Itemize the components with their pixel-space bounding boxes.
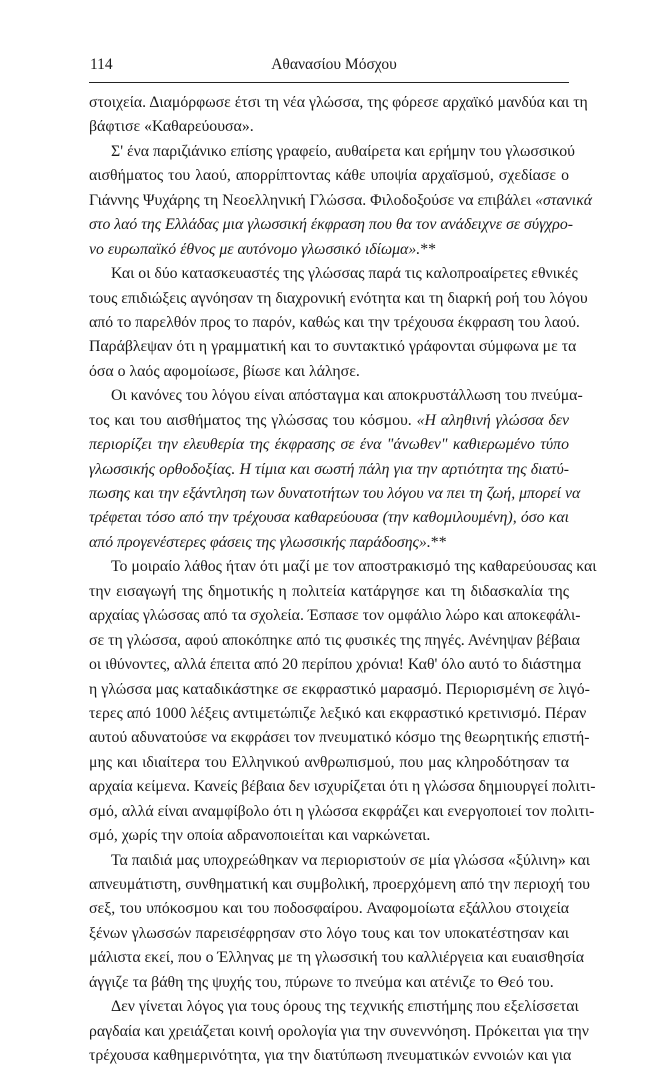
line-text: σμό, χωρίς την οποία αδρανοποιείται και ναρκώνεται.: [89, 827, 431, 845]
line-text: σεξ, του υπόκοσμου και του ποδοσφαίρου. Αναφομοίωτα εξάλλου στοιχεία: [89, 900, 569, 918]
text-line: [89, 335, 577, 359]
line-text: την εισαγωγή της δημοτικής η πολιτεία κατάργησε και τη διδασκαλία της: [89, 582, 569, 600]
text-line: [89, 238, 569, 262]
line-text: οι ιθύνοντες, αλλά έπειτα από 20 περίπου χρόνια! Καθ' όλο αυτό το διάστημα: [89, 656, 582, 674]
line-text: ξένων γλωσσών παρεισέφρησαν στο λόγο τους και τον υποκατέστησαν και: [89, 924, 569, 942]
text-line: [89, 775, 596, 799]
line-text: Και οι δύο κατασκευαστές της γλώσσας παρά τις καλοπροαίρετες εθνικές: [111, 265, 578, 283]
text-line: [89, 213, 573, 237]
text-line: [89, 91, 588, 115]
running-head: Αθανασίου Μόσχου: [271, 56, 397, 73]
text-line: [89, 287, 588, 311]
page-number: 114: [90, 56, 113, 73]
text-line: [89, 189, 593, 213]
line-text: όσα ο λαός αφομοίωσε, βίωσε και λάλησε.: [89, 362, 360, 380]
text-line: [89, 702, 587, 726]
line-text: άγγιζε τα βάθη της ψυχής του, πύρωνε το πνεύμα και ατένιζε το Θεό του.: [89, 973, 554, 991]
italic-quote: πωσης και την εξάντληση των δυνατοτήτων του λόγου να πει τη ζωή, μπορεί να: [89, 485, 581, 502]
italic-quote: «Η αληθινή γλώσσα δεν: [416, 411, 569, 429]
text-line: [89, 604, 581, 628]
text-line: [89, 433, 569, 457]
text-line: [89, 726, 590, 750]
line-text: Δεν γίνεται λόγος για τους όρους της τεχνικής επιστήμης που εξελίσσεται: [111, 998, 579, 1016]
line-text: Γιάννης Ψυχάρης τη Νεοελληνική Γλώσσα. Φιλοδοξούσε να επιβάλει: [89, 191, 536, 209]
text-line: [89, 311, 580, 335]
italic-quote: γλωσσικής ορθοδοξίας. Η τίμια και σωστή πάλη για την αρτιότητα της διατύ-: [89, 460, 569, 478]
line-text: στοιχεία. Διαμόρφωσε έτσι τη νέα γλώσσα, της φόρεσε αρχαϊκό μανδύα και τη: [89, 94, 588, 111]
line-text: τος και του αισθήματος της γλώσσας του κόσμου.: [89, 411, 417, 429]
line-text: Παράβλεψαν ότι η γραμματική και το συντακτικό γράφονται σύμφωνα με τα: [89, 338, 577, 356]
italic-quote: από προγενέστερες φάσεις της γλωσσικής παράδοσης».: [89, 533, 431, 551]
text-line: [89, 115, 569, 139]
text-line: [89, 458, 569, 482]
text-line: [89, 751, 569, 775]
line-text: απνευμάτιστη, συνθηματική και συμβολική, προερχόμενη από την περιοχή του: [89, 876, 590, 893]
italic-quote: τρέφεται τόσο από την τρέχουσα καθαρεύουσα (την καθομιλουμένη), όσο και: [89, 509, 569, 527]
text-line: [89, 849, 591, 873]
text-line: [89, 482, 581, 506]
header-rule: [89, 82, 569, 83]
text-line: [89, 824, 569, 848]
line-text: Σ' ένα παριζιάνικο επίσης γραφείο, αυθαίρετα και ερήμην του γλωσσικού: [111, 142, 575, 160]
text-line: [89, 506, 569, 530]
line-text: αισθήματος του λαού, απορρίπτοντας κάθε υποψία αρχαϊσμού, σχεδίασε ο: [89, 167, 569, 185]
line-text: τρέχουσα καθημερινότητα, για την διατύπωση πνευματικών εννοιών και για: [89, 1047, 572, 1065]
text-line: [89, 922, 569, 946]
line-text: Το μοιραίο λάθος ήταν ότι μαζί με τον αποστρακισμό της καθαρεύουσας και: [111, 558, 597, 576]
body-text: [89, 91, 597, 1069]
text-line: [89, 140, 575, 164]
line-text: η γλώσσα μας καταδικάστηκε σε εκφραστικό μαρασμό. Περιορισμένη σε λιγό-: [89, 680, 590, 698]
line-text: μάλιστα εκεί, που ο Έλληνας με τη γλωσσική του καλλιέργεια και ευαισθησία: [89, 949, 585, 967]
footnote-mark: **: [420, 240, 436, 258]
text-line: [89, 384, 583, 408]
text-line: [89, 897, 569, 921]
text-line: [89, 1020, 589, 1044]
text-line: [89, 678, 590, 702]
line-text: σμό, αλλά είναι αναμφίβολο ότι η γλώσσα εκφράζει και ενεργοποιεί τον πολιτι-: [89, 802, 595, 820]
text-line: [89, 360, 569, 384]
italic-quote: στο λαό της Ελλάδας μια γλωσσική έκφραση που θα τον ανάδειχνε σε σύγχρο-: [89, 216, 573, 234]
line-text: ραγδαία και χρειάζεται κοινή ορολογία για την συνεννόηση. Πρόκειται για την: [89, 1022, 589, 1040]
line-text: Τα παιδιά μας υποχρεώθηκαν να περιοριστούν σε μία γλώσσα «ξύλινη» και: [111, 851, 591, 869]
line-text: σε τη γλώσσα, αφού αποκόπηκε από τις φυσικές της πηγές. Ανένηψαν βέβαια: [89, 631, 580, 649]
text-line: [89, 164, 569, 188]
text-line: [89, 629, 580, 653]
line-text: μης και ιδιαίτερα του Ελληνικού ανθρωπισμού, που μας κληροδότησαν τα: [89, 753, 569, 771]
italic-quote: περιορίζει την ελευθερία της έκφρασης σε ένα "άνωθεν" καθιερωμένο τύπο: [89, 436, 569, 454]
text-line: [89, 653, 582, 677]
text-line: [89, 800, 595, 824]
text-line: [89, 946, 585, 970]
line-text: τους επιδιώξεις αγνόησαν τη διαχρονική ενότητα και τη διαρκή ροή του λόγου: [89, 289, 588, 307]
page-header: [90, 54, 568, 78]
line-text: βάφτισε «Καθαρεύουσα».: [89, 118, 254, 136]
italic-quote: «στανικά: [535, 191, 593, 209]
line-text: τερες από 1000 λέξεις αντιμετώπιζε λεξικό και εκφραστικό κρετινισμό. Πέραν: [89, 704, 587, 722]
italic-quote: νο ευρωπαϊκό έθνος με αυτόνομο γλωσσικό ιδίωμα».: [89, 240, 421, 258]
text-line: [89, 995, 579, 1019]
text-line: [89, 971, 569, 995]
line-text: από το παρελθόν προς το παρόν, καθώς και την τρέχουσα έκφραση του λαού.: [89, 313, 580, 331]
text-line: [89, 580, 569, 604]
footnote-mark: **: [430, 533, 447, 551]
text-line: [89, 555, 597, 579]
text-line: [89, 531, 569, 555]
line-text: αρχαίας γλώσσας από τα σχολεία. Έσπασε τον ομφάλιο λώρο και αποκεφάλι-: [89, 607, 581, 625]
line-text: αρχαία κείμενα. Κανείς βέβαια δεν ισχυρίζεται ότι η γλώσσα δημιουργεί πολιτι-: [89, 778, 596, 796]
line-text: αυτού αδυνατούσε να εκφράσει τον πνευματικό κόσμο της θεωρητικής επιστή-: [89, 729, 590, 747]
text-line: [89, 1044, 572, 1068]
line-text: Οι κανόνες του λόγου είναι απόσταγμα και αποκρυστάλλωση του πνεύμα-: [111, 387, 583, 405]
text-line: [89, 873, 590, 897]
text-line: [89, 262, 578, 286]
text-line: [89, 409, 569, 433]
